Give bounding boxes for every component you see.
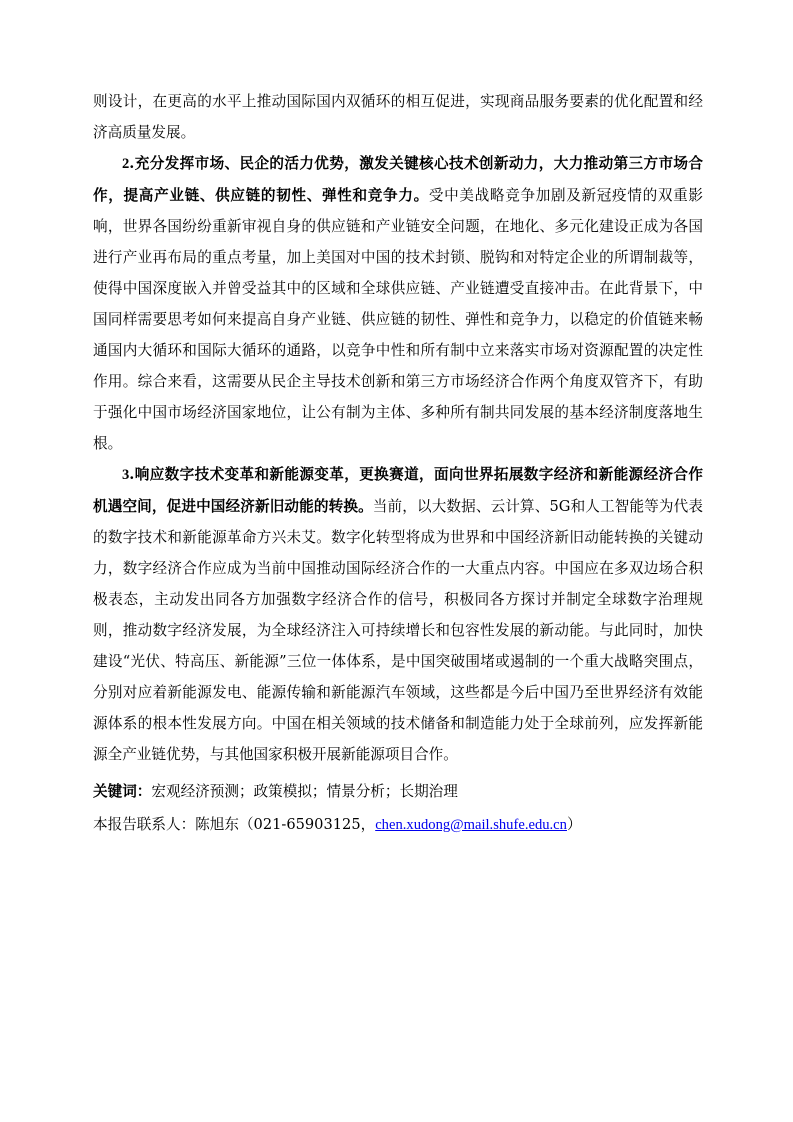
section-2-heading: .充分发挥市场、民企的活力优势，激发关键核心技术创新动力，大力推动第三方市场合作，提高产业链、供应链的韧性、弹性和竞争力。 — [93, 155, 703, 204]
keywords-value: 宏观经济预测；政策模拟；情景分析；长期治理 — [151, 783, 458, 800]
contact-line — [93, 809, 703, 841]
section-3-number: 3 — [122, 467, 130, 483]
contact-email-link[interactable]: chen.xudong@mail.shufe.edu.cn — [375, 817, 567, 833]
section-3-paragraph — [93, 459, 703, 770]
section-2-paragraph — [93, 148, 703, 459]
keywords-label: 关键词： — [93, 783, 152, 800]
section-2-body: 受中美战略竞争加剧及新冠疫情的双重影响，世界各国纷纷重新审视自身的供应链和产业链安全问题，在地化、多元化建设正成为各国进行产业再布局的重点考量，加上美国对中国的技术封锁、脱钩和对特定企业的所谓制裁等，使得中国深度嵌入并曾受益其中的区域和全球供应链、产业链遭受直接冲击。在此背景下，中国同样需要思考如何来提高自身产业链、供应链的韧性、弹性和竞争力，以稳定的价值链来畅通国内大循环和国际大循环的通路，以竞争中性和所有制中立来落实市场对资源配置的决定性作用。综合来看，这需要从民企主导技术创新和第三方市场经济合作两个角度双管齐下，有助于强化中国市场经济国家地位，让公有制为主体、多种所有制共同发展的基本经济制度落地生根。 — [93, 187, 703, 452]
section-3-body: 当前，以大数据、云计算、5G和人工智能等为代表的数字技术和新能源革命方兴未艾。数字化转型将成为世界和中国经济新旧动能转换的关键动力，数字经济合作应成为当前中国推动国际经济合作的一大重点内容。中国应在多双边场合积极表态，主动发出同各方加强数字经济合作的信号，积极同各方探讨并制定全球数字治理规则，推动数字经济发展，为全球经济注入可持续增长和包容性发展的新动能。与此同时，加快建设“光伏、特高压、新能源”三位一体体系，是中国突破围堵或遏制的一个重大战略突围点，分别对应着新能源发电、能源传输和新能源汽车领域，这些都是今后中国乃至世界经济有效能源体系的根本性发展方向。中国在相关领域的技术储备和制造能力处于全球前列，应发挥新能源全产业链优势，与其他国家积极开展新能源项目合作。 — [93, 498, 703, 763]
section-2-number: 2 — [122, 156, 130, 172]
section-3-heading: .响应数字技术变革和新能源变革，更换赛道，面向世界拓展数字经济和新能源经济合作机遇空间，促进中国经济新旧动能的转换。 — [93, 466, 703, 515]
paragraph-continuation: 则设计，在更高的水平上推动国际国内双循环的相互促进，实现商品服务要素的优化配置和经济高质量发展。 — [93, 93, 703, 141]
contact-suffix: ） — [566, 816, 582, 833]
document-page — [93, 86, 703, 841]
keywords-line — [93, 776, 703, 807]
contact-prefix: 本报告联系人：陈旭东（021-65903125， — [93, 816, 376, 833]
